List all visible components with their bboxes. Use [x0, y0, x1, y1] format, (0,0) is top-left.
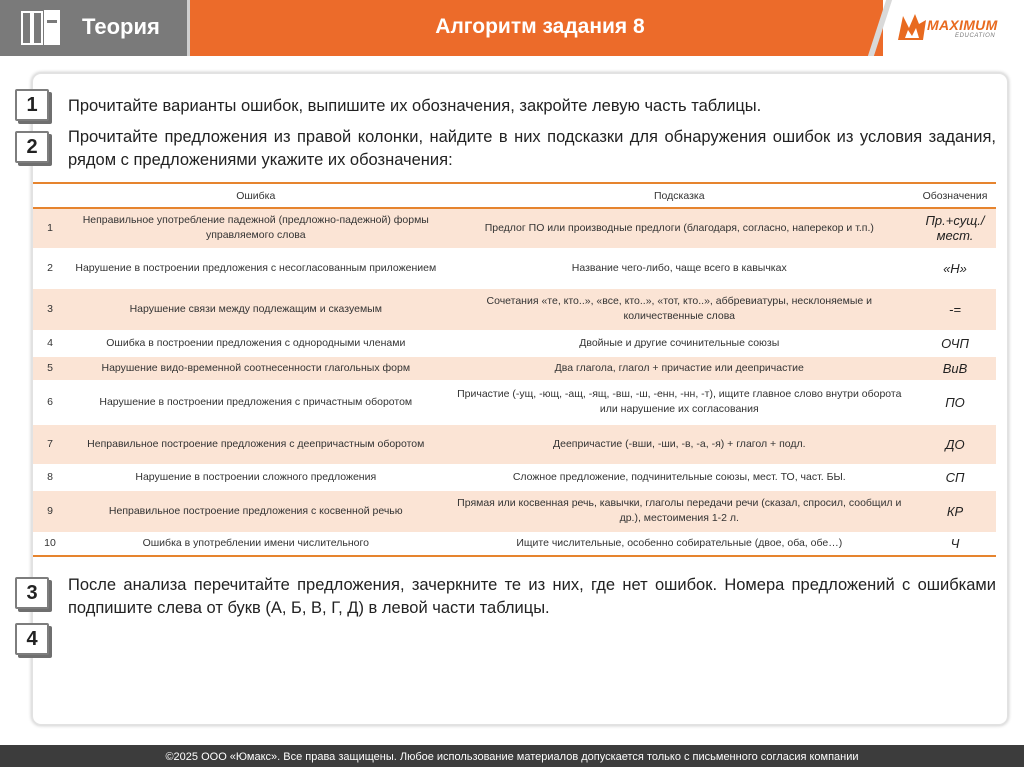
code-cell: ДО — [914, 424, 996, 464]
hint-cell: Сочетания «те, кто..», «все, кто..», «тот, кто..», аббревиатуры, несклоняемые и количественные слова — [445, 288, 914, 330]
maximum-logo-icon — [895, 10, 929, 44]
step-number-4: 4 — [15, 623, 49, 655]
code-cell: Ч — [914, 532, 996, 556]
row-number: 3 — [33, 288, 67, 330]
column-header-number — [33, 183, 67, 208]
hint-cell: Название чего-либо, чаще всего в кавычках — [445, 248, 914, 288]
row-number: 1 — [33, 208, 67, 248]
step-number-1: 1 — [15, 89, 49, 121]
logo — [883, 0, 1024, 56]
row-number: 2 — [33, 248, 67, 288]
section-tab — [0, 0, 190, 56]
code-cell: -= — [914, 288, 996, 330]
error-cell: Нарушение в построении предложения с несогласованным приложением — [67, 248, 445, 288]
table-row — [33, 356, 996, 380]
table-row — [33, 464, 996, 490]
step-text-3: После анализа перечитайте предложения, зачеркните те из них, где нет ошибок. Номера предложений с ошибками подпишите слева от букв (А, Б, В, Г, Д) в левой части таблицы. — [68, 576, 996, 617]
error-cell: Ошибка в построении предложения с однородными членами — [67, 330, 445, 356]
hint-cell: Два глагола, глагол + причастие или деепричастие — [445, 356, 914, 380]
column-header-hint: Подсказка — [445, 183, 914, 208]
row-number: 9 — [33, 490, 67, 532]
step-text-1: Прочитайте варианты ошибок, выпишите их обозначения, закройте левую часть таблицы. — [68, 97, 762, 115]
code-cell: Пр.+сущ./ мест. — [914, 208, 996, 248]
error-cell: Ошибка в употреблении имени числительного — [67, 532, 445, 556]
header-bar — [0, 0, 1024, 56]
error-cell: Нарушение связи между подлежащим и сказуемым — [67, 288, 445, 330]
slide-title: Алгоритм задания 8 — [435, 15, 645, 38]
table-row — [33, 330, 996, 356]
step-text-2: Прочитайте предложения из правой колонки, найдите в них подсказки для обнаружения ошибок из условия задания, рядом с предложениями укажите их обозначения: — [68, 128, 996, 169]
hint-cell: Причастие (-ущ, -ющ, -ащ, -ящ, -вш, -ш, -енн, -нн, -т), ищите главное слово внутри оборота или нарушение их согласования — [445, 380, 914, 424]
hint-cell: Предлог ПО или производные предлоги (благодаря, согласно, наперекор и т.п.) — [445, 208, 914, 248]
step-number-2: 2 — [15, 131, 49, 163]
section-label: Теория — [82, 14, 160, 39]
row-number: 10 — [33, 532, 67, 556]
errors-table — [33, 182, 996, 557]
code-cell: «Н» — [914, 248, 996, 288]
table-header-row — [33, 183, 996, 208]
code-cell: СП — [914, 464, 996, 490]
table-row — [33, 288, 996, 330]
row-number: 8 — [33, 464, 67, 490]
table-row — [33, 208, 996, 248]
hint-cell: Прямая или косвенная речь, кавычки, глаголы передачи речи (сказал, спросил, сообщил и др.), местоимения 1-2 л. — [445, 490, 914, 532]
row-number: 6 — [33, 380, 67, 424]
code-cell: ВиВ — [914, 356, 996, 380]
row-number: 7 — [33, 424, 67, 464]
table-row — [33, 248, 996, 288]
column-header-code: Обозначения — [914, 183, 996, 208]
hint-cell: Сложное предложение, подчинительные союзы, мест. ТО, част. БЫ. — [445, 464, 914, 490]
hint-cell: Деепричастие (-вши, -ши, -в, -а, -я) + глагол + подл. — [445, 424, 914, 464]
error-cell: Неправильное построение предложения с деепричастным оборотом — [67, 424, 445, 464]
error-cell: Неправильное построение предложения с косвенной речью — [67, 490, 445, 532]
code-cell: ПО — [914, 380, 996, 424]
table-row — [33, 532, 996, 556]
code-cell: ОЧП — [914, 330, 996, 356]
footer-copyright: ©2025 ООО «Юмакс». Все права защищены. Любое использование материалов допускается только с письменного согласия компании — [0, 745, 1024, 767]
table-row — [33, 424, 996, 464]
logo-name: MAXIMUM — [927, 17, 998, 33]
hint-cell: Двойные и другие сочинительные союзы — [445, 330, 914, 356]
error-cell: Нарушение в построении сложного предложения — [67, 464, 445, 490]
books-icon — [20, 8, 64, 48]
code-cell: КР — [914, 490, 996, 532]
table-row — [33, 380, 996, 424]
error-cell: Нарушение в построении предложения с причастным оборотом — [67, 380, 445, 424]
error-cell: Нарушение видо-временной соотнесенности глагольных форм — [67, 356, 445, 380]
row-number: 4 — [33, 330, 67, 356]
column-header-error: Ошибка — [67, 183, 445, 208]
hint-cell: Ищите числительные, особенно собирательные (двое, оба, обе…) — [445, 532, 914, 556]
row-number: 5 — [33, 356, 67, 380]
table-row — [33, 490, 996, 532]
step-number-3: 3 — [15, 577, 49, 609]
error-cell: Неправильное употребление падежной (предложно-падежной) формы управляемого слова — [67, 208, 445, 248]
logo-subtitle: EDUCATION — [955, 33, 996, 39]
